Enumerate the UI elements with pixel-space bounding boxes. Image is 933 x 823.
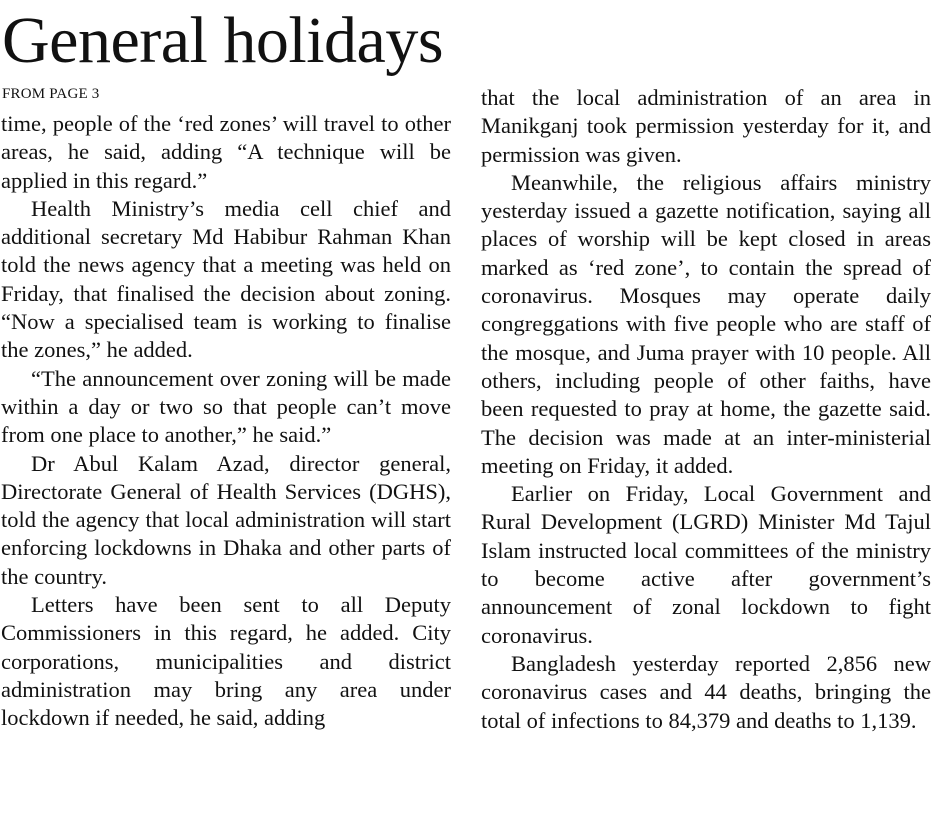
paragraph: time, people of the ‘red zones’ will travel to other areas, he said, adding “A technique will be applied in this regard.” [1, 111, 451, 193]
paragraph: Bangladesh yesterday reported 2,856 new coronavirus cases and 44 deaths, bringing the total of infections to 84,379 and deaths to 1,139. [481, 650, 931, 733]
article-column-left [1, 110, 451, 733]
continued-from-label: FROM PAGE 3 [2, 86, 100, 102]
headline: General holidays [2, 4, 444, 77]
paragraph: Letters have been sent to all Deputy Commissioners in this regard, he added. City corporations, municipalities and district administration may bring any area under lockdown if needed, he said, adding [1, 592, 451, 731]
paragraph: Health Ministry’s media cell chief and additional secretary Md Habibur Rahman Khan told the news agency that a meeting was held on Friday, that finalised the decision about zoning. “Now a specialised team is working to finalise the zones,” he added. [1, 195, 451, 363]
paragraph: that the local administration of an area in Manikganj took permission yesterday for it, and permission was given. [481, 85, 931, 167]
article-column-right [481, 84, 931, 735]
paragraph: “The announcement over zoning will be made within a day or two so that people can’t move from one place to another,” he said.” [1, 365, 451, 448]
paragraph: Dr Abul Kalam Azad, director general, Directorate General of Health Services (DGHS), told the agency that local administration will start enforcing lockdowns in Dhaka and other parts of the country. [1, 450, 451, 589]
paragraph: Meanwhile, the religious affairs ministry yesterday issued a gazette notification, saying all places of worship will be kept closed in areas marked as ‘red zone’, to contain the spread of coronavirus. Mosques may operate daily congreggations with five people who are staff of the mosque, and Juma prayer with 10 people. All others, including people of other faiths, have been requested to pray at home, the gazette said. The decision was made at an inter-ministerial meeting on Friday, it added. [481, 169, 931, 478]
paragraph: Earlier on Friday, Local Government and Rural Development (LGRD) Minister Md Tajul Islam instructed local committees of the ministry to become active after government’s announcement of zonal lockdown to fight coronavirus. [481, 481, 931, 648]
